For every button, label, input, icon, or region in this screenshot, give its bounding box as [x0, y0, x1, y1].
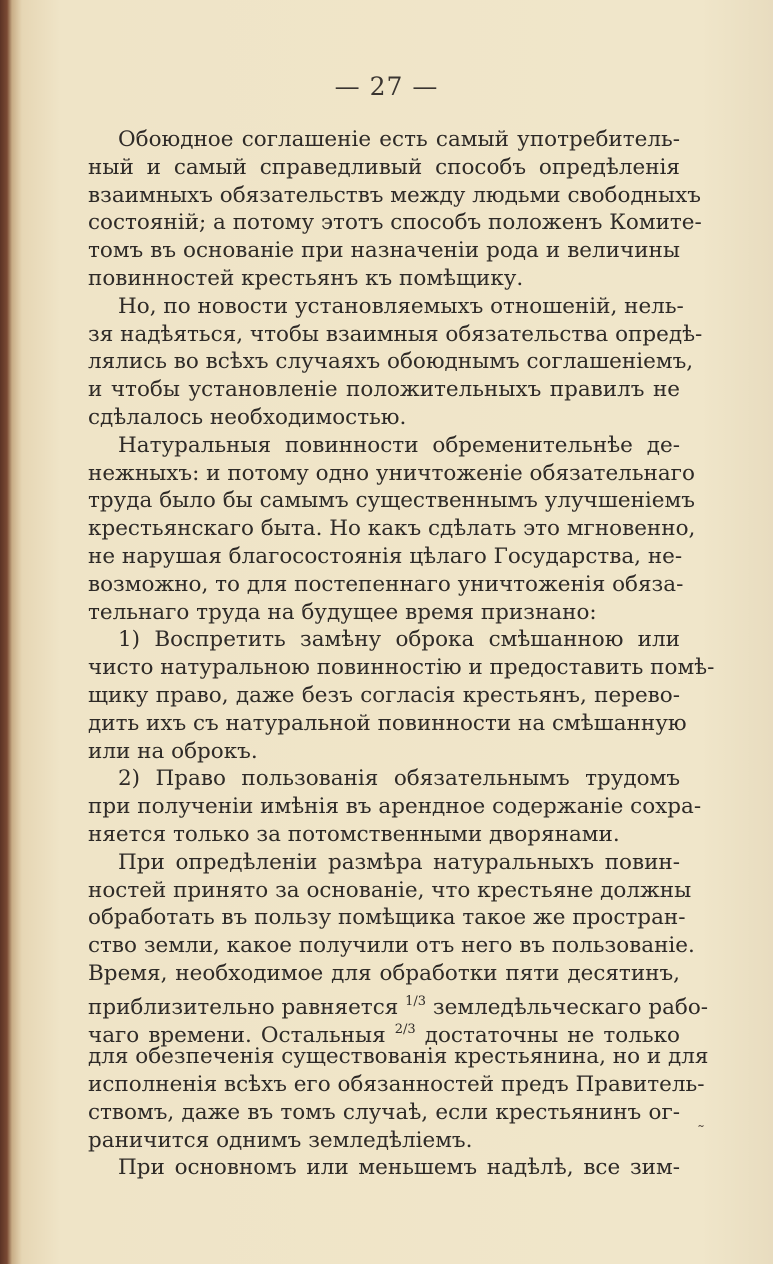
text-line: для обезпеченія существованія крестьянина, но и для	[88, 1044, 709, 1070]
text-line: ство земли, какое получили отъ него въ пользованіе.	[88, 933, 695, 959]
text-line: щику право, даже безъ согласія крестьянъ, перево-	[88, 682, 680, 708]
text-line: обработать въ пользу помѣщика такое же простран-	[88, 905, 686, 931]
text-line: исполненія всѣхъ его обязанностей предъ Правитель-	[88, 1072, 705, 1098]
text-line: при полученіи имѣнія въ арендное содержаніе сохра-	[88, 794, 702, 820]
text-line: взаимныхъ обязательствъ между людьми свободныхъ	[88, 182, 701, 208]
text-line: Обоюдное соглашеніе есть самый употребитель-	[118, 127, 680, 152]
text-fragment: достаточны не только	[424, 1022, 680, 1048]
text-line: томъ въ основаніе при назначеніи рода и величины	[88, 238, 680, 264]
text-line: ностей принято за основаніе, что крестьяне должны	[88, 877, 692, 903]
text-fragment: земледѣльческаго рабо-	[432, 994, 709, 1020]
text-fragment: чаго времени. Остальныя	[88, 1022, 386, 1048]
text-line: труда было бы самымъ существеннымъ улучшеніемъ	[88, 488, 695, 514]
text-line: не нарушая благосостоянія цѣлаго Государства, не-	[88, 543, 683, 569]
text-line: нежныхъ: и потому одно уничтоженіе обязательнаго	[88, 460, 695, 486]
text-line: 2) Право пользованія обязательнымъ трудомъ	[118, 766, 680, 792]
text-line: Время, необходимое для обработки пяти десятинъ,	[88, 960, 680, 986]
text-line: Но, по новости установляемыхъ отношеній, нель-	[118, 293, 684, 319]
fraction-two-thirds: 2/3	[394, 1021, 416, 1037]
fraction-one-third: 1/3	[405, 993, 427, 1009]
text-line: няется только за потомственными дворянами.	[88, 821, 620, 847]
text-line: ствомъ, даже въ томъ случаѣ, если крестьянинъ ог-	[88, 1099, 680, 1125]
text-line: лялись во всѣхъ случаяхъ обоюднымъ соглашеніемъ,	[88, 349, 694, 375]
text-line: ный и самый справедливый способъ опредѣленія	[88, 154, 680, 180]
text-line: крестьянскаго быта. Но какъ сдѣлать это мгновенно,	[88, 516, 696, 542]
text-line: Натуральныя повинности обременительнѣе де-	[118, 432, 680, 458]
body-text	[88, 126, 715, 1182]
text-line: сдѣлалось необходимостью.	[88, 404, 407, 430]
text-line-with-fraction	[88, 988, 709, 1020]
text-line: чисто натуральною повинностію и предоставить помѣ-	[88, 655, 715, 681]
text-line: повинностей крестьянъ къ помѣщику.	[88, 265, 524, 291]
text-line: тельнаго труда на будущее время признано:	[88, 599, 597, 625]
page-number: — 27 —	[334, 72, 439, 101]
text-line-with-fraction	[88, 1016, 680, 1048]
ink-mark: ˜	[697, 1122, 705, 1141]
text-line: 1) Воспретить замѣну оброка смѣшанною или	[118, 627, 680, 653]
text-line: или на оброкъ.	[88, 738, 258, 764]
text-line: При основномъ или меньшемъ надѣлѣ, все зим-	[118, 1155, 680, 1181]
text-line: раничится однимъ земледѣліемъ.	[88, 1127, 473, 1153]
text-line: возможно, то для постепеннаго уничтоженія обяза-	[88, 571, 684, 597]
text-line: состояній; а потому этотъ способъ положенъ Комите-	[88, 210, 702, 236]
text-fragment: приблизительно равняется	[88, 994, 399, 1020]
text-line: и чтобы установленіе положительныхъ правилъ не	[88, 377, 680, 403]
text-line: зя надѣяться, чтобы взаимныя обязательства опредѣ-	[88, 321, 703, 347]
text-line: дить ихъ съ натуральной повинности на смѣшанную	[88, 710, 687, 736]
text-line: При опредѣленіи размѣра натуральныхъ повин-	[118, 849, 680, 875]
